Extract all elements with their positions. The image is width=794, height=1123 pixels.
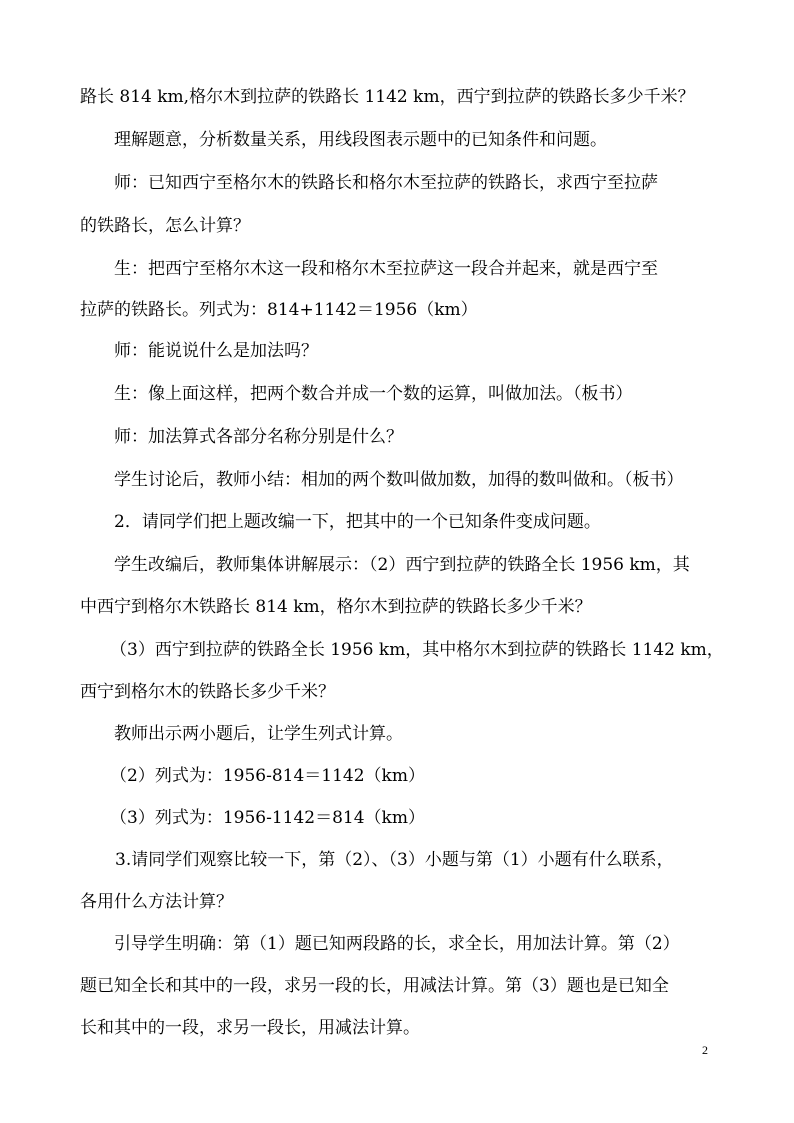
- text-line-13: 中西宁到格尔木铁路长 814 km，格尔木到拉萨的铁路长多少千米？: [80, 597, 592, 617]
- text-line-8: 生：像上面这样，把两个数合并成一个数的运算，叫做加法。（板书）: [114, 384, 633, 404]
- text-line-2: 理解题意，分析数量关系，用线段图表示题中的已知条件和问题。: [114, 130, 607, 150]
- text-line-11: 2．请同学们把上题改编一下，把其中的一个已知条件变成问题。: [114, 512, 601, 532]
- text-line-20: 各用什么方法计算？: [80, 892, 233, 912]
- text-line-21: 引导学生明确：第（1）题已知两段路的长，求全长，用加法计算。第（2）: [114, 934, 680, 954]
- text-line-10: 学生讨论后，教师小结：相加的两个数叫做加数，加得的数叫做和。（板书）: [114, 470, 684, 490]
- text-line-16: 教师出示两小题后，让学生列式计算。: [114, 724, 403, 744]
- text-line-14: （3）西宁到拉萨的铁路全长 1956 km，其中格尔木到拉萨的铁路长 1142 km，: [110, 640, 724, 660]
- text-line-7: 师：能说说什么是加法吗？: [114, 341, 318, 361]
- text-line-17: （2）列式为：1956-814＝1142（km）: [110, 766, 425, 786]
- text-line-9: 师：加法算式各部分名称分别是什么？: [114, 427, 403, 447]
- text-line-3: 师：已知西宁至格尔木的铁路长和格尔木至拉萨的铁路长，求西宁至拉萨: [114, 173, 658, 193]
- text-line-15: 西宁到格尔木的铁路长多少千米？: [80, 682, 335, 702]
- text-line-22: 题已知全长和其中的一段，求另一段的长，用减法计算。第（3）题也是已知全: [80, 976, 669, 996]
- text-line-19: 3.请同学们观察比较一下，第（2）、（3）小题与第（1）小题有什么联系，: [115, 850, 674, 870]
- text-line-18: （3）列式为：1956-1142＝814（km）: [110, 808, 425, 828]
- page-number: 2: [702, 1043, 708, 1057]
- text-line-6: 拉萨的铁路长。列式为：814+1142＝1956（km）: [80, 300, 478, 320]
- text-line-1: 路长 814 km,格尔木到拉萨的铁路长 1142 km，西宁到拉萨的铁路长多少千米？: [80, 87, 695, 107]
- text-line-23: 长和其中的一段，求另一段长，用减法计算。: [80, 1018, 420, 1038]
- text-line-12: 学生改编后，教师集体讲解展示：（2）西宁到拉萨的铁路全长 1956 km，其: [114, 555, 690, 575]
- text-line-5: 生：把西宁至格尔木这一段和格尔木至拉萨这一段合并起来，就是西宁至: [114, 259, 658, 279]
- text-line-4: 的铁路长，怎么计算？: [80, 216, 250, 236]
